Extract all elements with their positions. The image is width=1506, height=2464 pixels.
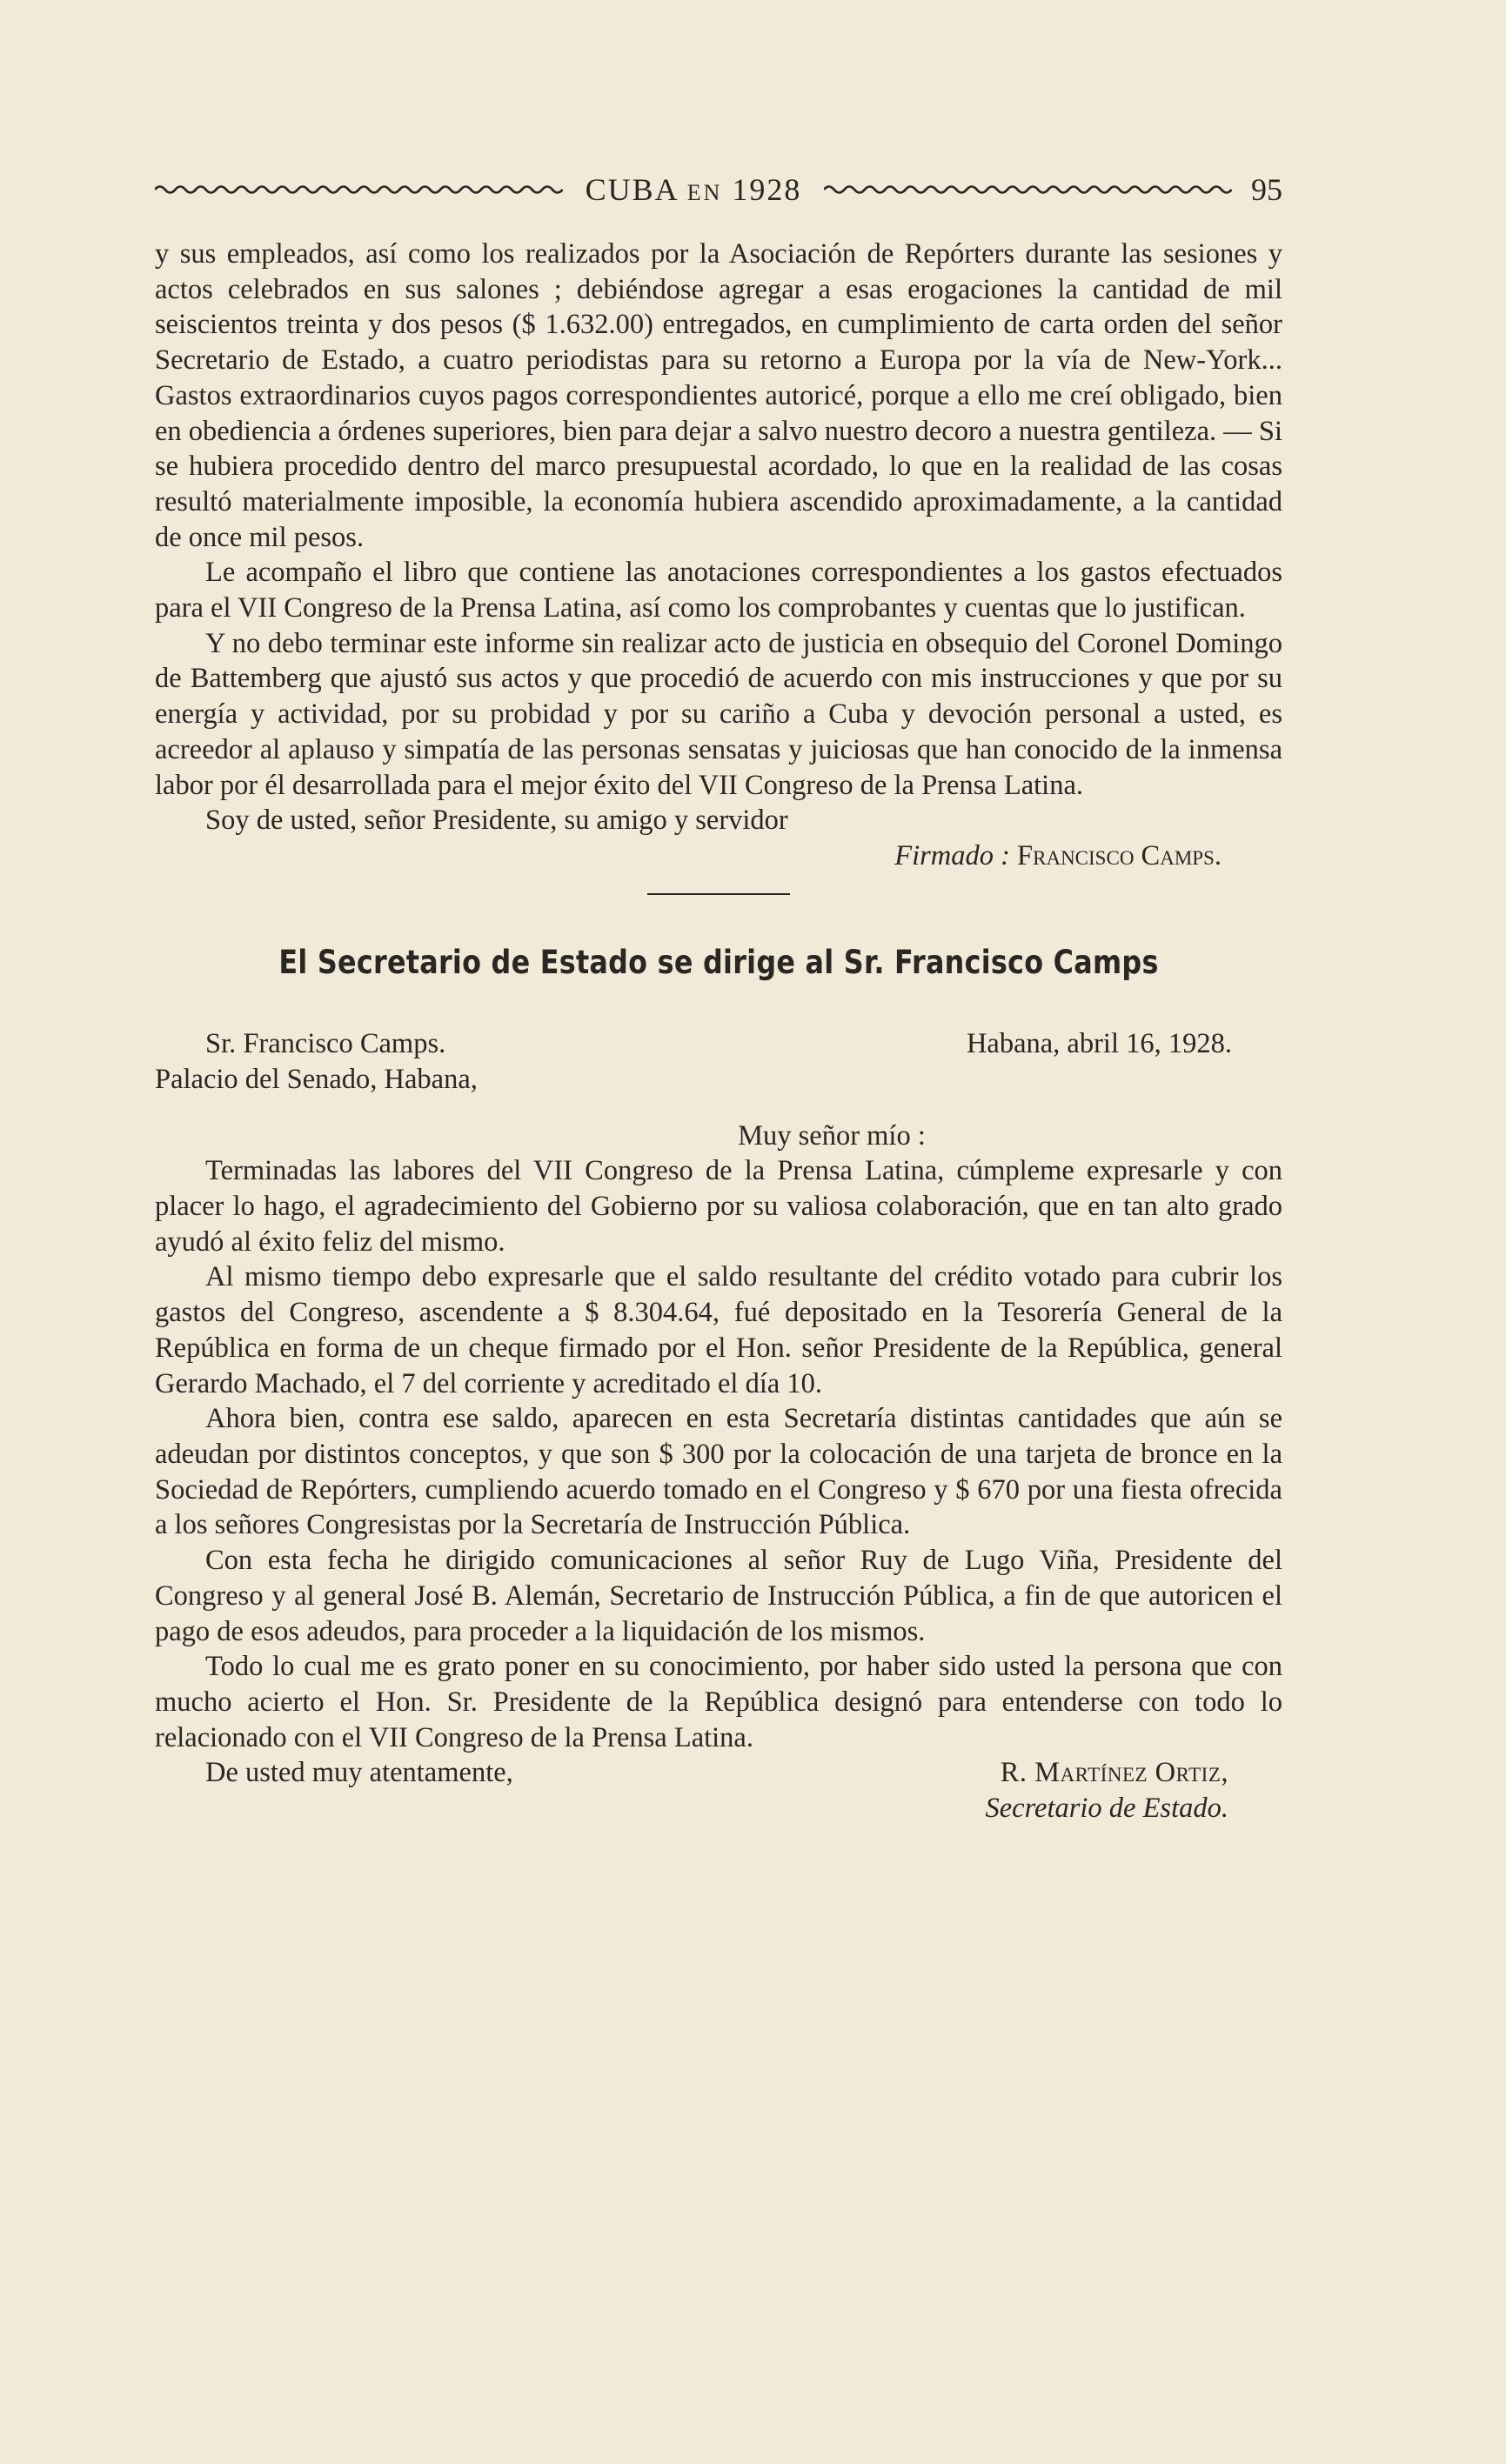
- paragraph: Al mismo tiempo debo expresarle que el saldo resultante del crédito votado para cubrir los gastos del Congreso, ascendente a $ 8.304.64, fué depositado en la Tesorería General de la República en forma de un cheque firmado por el Hon. señor Presidente de la República, general Gerardo Machado, el 7 del corriente y acreditado el día 10.: [155, 1261, 1282, 1399]
- addressee: Sr. Francisco Camps.: [205, 1027, 446, 1059]
- paragraph: Soy de usted, señor Presidente, su amigo y servidor: [205, 805, 788, 837]
- section-title: El Secretario de Estado se dirige al Sr. Francisco Camps: [278, 943, 1159, 981]
- letter-closing: [155, 1755, 1282, 1828]
- signer-name: R. Martínez Ortiz,: [1000, 1757, 1228, 1789]
- wavy-ornament-right: [824, 183, 1232, 197]
- running-header: [155, 164, 1282, 216]
- paragraph: y sus empleados, así como los realizados por la Asociación de Repórters durante las sesiones y actos celebrados en sus salones ; debiéndose agregar a esas erogaciones la cantidad de mil seiscientos treinta y dos pesos ($ 1.632.00) entregados, en cumplimiento de carta orden del señor Secretario de Estado, a cuatro periodistas para su retorno a Europa por la vía de New-York... Gastos extraordinarios cuyos pagos correspondientes autoricé, porque a ello me creí obligado, bien en obediencia a órdenes superiores, bien para dejar a salvo nuestro decoro a nuestra gentileza. — Si se hubiera procedido dentro del marco presupuestal acordado, lo que en la realidad de las cosas resultó materialmente imposible, la economía hubiera ascendido aproximadamente, a la cantidad de once mil pesos.: [155, 238, 1282, 553]
- paragraph: Ahora bien, contra ese saldo, aparecen en esta Secretaría distintas cantidades que aún se adeudan por distintos conceptos, y que son $ 300 por la colocación de una tarjeta de bronce en la Sociedad de Repórters, cumpliendo acuerdo tomado en el Congreso y $ 670 por una fiesta ofrecida a los señores Congresistas por la Secretaría de Instrucción Pública.: [155, 1403, 1282, 1541]
- signer-title: Secretario de Estado.: [985, 1793, 1228, 1825]
- section-divider: [647, 893, 790, 895]
- paragraph: Terminadas las labores del VII Congreso de la Prensa Latina, cúmpleme expresarle y con placer lo hago, el agradecimiento del Gobierno por su valiosa colaboración, que en tan alto grado ayudó al éxito feliz del mismo.: [155, 1155, 1282, 1258]
- signature-name: Francisco Camps.: [1017, 839, 1222, 871]
- signature-line: [155, 838, 1282, 874]
- paragraph: Y no debo terminar este informe sin realizar acto de justicia en obsequio del Coronel Domingo de Battemberg que ajustó sus actos y que procedió de acuerdo con mis instrucciones y que por su energía y actividad, por su probidad y por su cariño a Cuba y devoción personal a usted, es acreedor al aplauso y simpatía de las personas sensatas y juiciosas que han conocido de la inmensa labor por él desarrollada para el mejor éxito del VII Congreso de la Prensa Latina.: [155, 627, 1282, 801]
- paragraph: Con esta fecha he dirigido comunicaciones al señor Ruy de Lugo Viña, Presidente del Congreso y al general José B. Alemán, Secretario de Instrucción Pública, a fin de que autoricen el pago de esos adeudos, para proceder a la liquidación de los mismos.: [155, 1545, 1282, 1647]
- salutation: Muy señor mío :: [738, 1119, 926, 1152]
- signature-label: Firmado :: [894, 839, 1010, 871]
- paragraph: Le acompaño el libro que contiene las anotaciones correspondientes a los gastos efectuados para el VII Congreso de la Prensa Latina, así como los comprobantes y cuentas que lo justifican.: [155, 557, 1282, 624]
- address: Palacio del Senado, Habana,: [155, 1063, 478, 1095]
- paragraph: Todo lo cual me es grato poner en su conocimiento, por haber sido usted la persona que con mucho acierto el Hon. Sr. Presidente de la República designó para entenderse con todo lo relacionado con el VII Congreso de la Prensa Latina.: [155, 1651, 1282, 1753]
- page-body: [155, 237, 1282, 1828]
- page-number: 95: [1251, 172, 1282, 207]
- wavy-ornament-left: [155, 183, 563, 197]
- running-title: CUBA EN 1928: [585, 172, 802, 207]
- closing-phrase: De usted muy atentamente,: [205, 1757, 513, 1789]
- letter-heading: [155, 1026, 1282, 1098]
- place-date: Habana, abril 16, 1928.: [966, 1027, 1232, 1059]
